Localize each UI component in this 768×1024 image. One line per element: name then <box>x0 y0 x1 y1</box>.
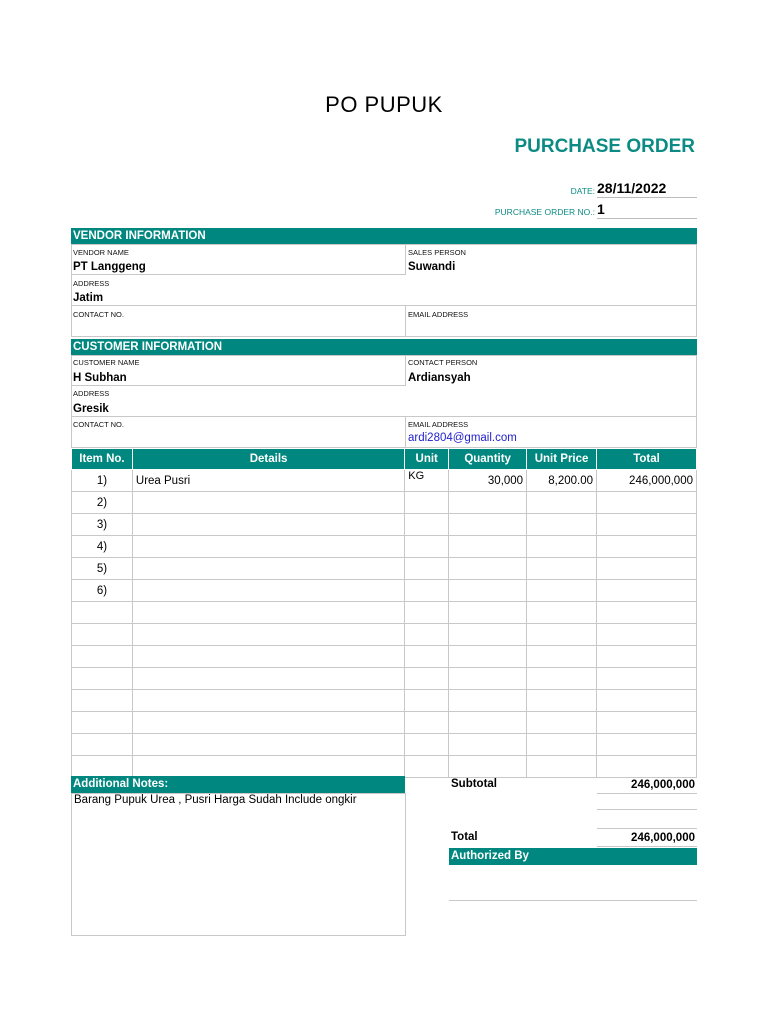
item-unit-price-cell <box>527 668 597 690</box>
item-total-cell <box>597 624 697 646</box>
item-quantity-cell <box>449 514 527 536</box>
item-number-cell <box>72 602 133 624</box>
po-number-label: PURCHASE ORDER NO.: <box>494 207 595 217</box>
item-number-cell: 4) <box>72 536 133 558</box>
date-value: 28/11/2022 <box>597 180 697 198</box>
customer-name-label: CUSTOMER NAME <box>73 358 140 367</box>
item-unit-cell <box>405 756 449 778</box>
sales-person-label: SALES PERSON <box>408 248 466 257</box>
item-total-cell <box>597 514 697 536</box>
vendor-section-header: VENDOR INFORMATION <box>71 228 697 244</box>
vendor-contact-label: CONTACT NO. <box>73 310 124 319</box>
item-quantity-cell <box>449 668 527 690</box>
item-details-cell <box>132 756 404 778</box>
item-number-cell: 2) <box>72 492 133 514</box>
item-details-cell <box>132 492 404 514</box>
item-total-cell <box>597 492 697 514</box>
item-number-cell <box>72 624 133 646</box>
table-row <box>72 602 697 624</box>
item-number-cell: 1) <box>72 470 133 492</box>
customer-section-header: CUSTOMER INFORMATION <box>71 339 697 355</box>
header-quantity: Quantity <box>449 449 527 470</box>
item-unit-price-cell <box>527 712 597 734</box>
item-details-cell <box>132 602 404 624</box>
item-quantity-cell <box>449 756 527 778</box>
item-number-cell <box>72 712 133 734</box>
notes-box <box>71 793 406 936</box>
item-unit-cell <box>405 668 449 690</box>
vendor-address-value: Jatim <box>73 292 104 304</box>
customer-address-label: ADDRESS <box>73 389 110 398</box>
item-quantity-cell <box>449 580 527 602</box>
contact-person-label: CONTACT PERSON <box>408 358 478 367</box>
items-table <box>71 448 697 778</box>
item-details-cell <box>132 734 404 756</box>
subtotal-label: Subtotal <box>451 778 497 790</box>
item-quantity-cell <box>449 624 527 646</box>
header-unit: Unit <box>405 449 449 470</box>
item-unit-price-cell <box>527 558 597 580</box>
notes-text: Barang Pupuk Urea , Pusri Harga Sudah Include ongkir <box>74 794 357 806</box>
item-details-cell <box>132 646 404 668</box>
item-number-cell: 6) <box>72 580 133 602</box>
item-quantity-cell: 30,000 <box>449 470 527 492</box>
sales-person-value: Suwandi <box>408 261 456 273</box>
item-details-cell <box>132 514 404 536</box>
vendor-email-label: EMAIL ADDRESS <box>408 310 469 319</box>
table-row <box>72 536 697 558</box>
table-row <box>72 470 697 492</box>
document-title: PO PUPUK <box>325 92 443 117</box>
date-label: DATE: <box>570 186 595 196</box>
item-total-cell: 246,000,000 <box>597 470 697 492</box>
item-unit-cell <box>405 580 449 602</box>
summary-line <box>597 809 697 810</box>
summary-line <box>597 828 697 829</box>
table-row <box>72 492 697 514</box>
item-total-cell <box>597 602 697 624</box>
table-row <box>72 646 697 668</box>
header-item-no: Item No. <box>72 449 133 470</box>
item-quantity-cell <box>449 492 527 514</box>
item-quantity-cell <box>449 558 527 580</box>
item-quantity-cell <box>449 712 527 734</box>
item-unit-cell <box>405 690 449 712</box>
item-total-cell <box>597 690 697 712</box>
item-unit-price-cell <box>527 756 597 778</box>
item-quantity-cell <box>449 690 527 712</box>
item-total-cell <box>597 734 697 756</box>
table-row <box>72 668 697 690</box>
table-row <box>72 756 697 778</box>
subtotal-underline <box>597 793 697 794</box>
item-quantity-cell <box>449 602 527 624</box>
item-unit-price-cell <box>527 536 597 558</box>
item-unit-cell <box>405 514 449 536</box>
total-value: 246,000,000 <box>631 832 695 844</box>
item-total-cell <box>597 580 697 602</box>
item-details-cell <box>132 690 404 712</box>
item-details-cell: Urea Pusri <box>132 470 404 492</box>
item-unit-cell <box>405 536 449 558</box>
item-total-cell <box>597 668 697 690</box>
item-unit-price-cell <box>527 602 597 624</box>
table-row <box>72 558 697 580</box>
item-unit-cell <box>405 646 449 668</box>
table-row <box>72 624 697 646</box>
item-unit-price-cell: 8,200.00 <box>527 470 597 492</box>
customer-address-cell <box>71 386 697 417</box>
item-unit-price-cell <box>527 492 597 514</box>
item-unit-price-cell <box>527 690 597 712</box>
item-details-cell <box>132 668 404 690</box>
notes-header: Additional Notes: <box>71 776 405 793</box>
table-row <box>72 734 697 756</box>
vendor-address-cell <box>71 275 697 306</box>
item-quantity-cell <box>449 734 527 756</box>
item-unit-cell <box>405 624 449 646</box>
item-total-cell <box>597 536 697 558</box>
item-number-cell <box>72 646 133 668</box>
header-details: Details <box>132 449 404 470</box>
item-number-cell: 3) <box>72 514 133 536</box>
item-details-cell <box>132 580 404 602</box>
table-row <box>72 712 697 734</box>
item-details-cell <box>132 712 404 734</box>
po-number-value: 1 <box>597 201 697 219</box>
item-total-cell <box>597 646 697 668</box>
customer-contact-label: CONTACT NO. <box>73 420 124 429</box>
item-details-cell <box>132 624 404 646</box>
total-label: Total <box>451 831 478 843</box>
item-details-cell <box>132 536 404 558</box>
purchase-order-heading: PURCHASE ORDER <box>514 136 695 157</box>
customer-name-value: H Subhan <box>73 372 127 384</box>
item-unit-cell <box>405 734 449 756</box>
item-number-cell: 5) <box>72 558 133 580</box>
vendor-name-label: VENDOR NAME <box>73 248 129 257</box>
item-number-cell <box>72 690 133 712</box>
item-unit-cell <box>405 712 449 734</box>
item-unit-cell <box>405 558 449 580</box>
table-row <box>72 580 697 602</box>
vendor-name-value: PT Langgeng <box>73 261 146 273</box>
subtotal-value: 246,000,000 <box>631 779 695 791</box>
item-total-cell <box>597 558 697 580</box>
customer-email-label: EMAIL ADDRESS <box>408 420 469 429</box>
customer-email-link[interactable]: ardi2804@gmail.com <box>408 432 517 444</box>
signature-line[interactable] <box>449 900 697 901</box>
authorized-by-header: Authorized By <box>449 848 697 865</box>
item-unit-cell: KG <box>405 470 449 492</box>
item-total-cell <box>597 756 697 778</box>
customer-address-value: Gresik <box>73 403 109 415</box>
item-quantity-cell <box>449 646 527 668</box>
table-row <box>72 690 697 712</box>
item-unit-price-cell <box>527 734 597 756</box>
item-details-cell <box>132 558 404 580</box>
contact-person-value: Ardiansyah <box>408 372 471 384</box>
item-number-cell <box>72 668 133 690</box>
header-total: Total <box>597 449 697 470</box>
items-table-header <box>72 449 697 470</box>
item-quantity-cell <box>449 536 527 558</box>
table-row <box>72 514 697 536</box>
item-unit-price-cell <box>527 580 597 602</box>
item-unit-cell <box>405 602 449 624</box>
item-unit-price-cell <box>527 514 597 536</box>
item-total-cell <box>597 712 697 734</box>
item-number-cell <box>72 756 133 778</box>
header-unit-price: Unit Price <box>527 449 597 470</box>
vendor-address-label: ADDRESS <box>73 279 110 288</box>
total-underline <box>597 846 697 847</box>
item-number-cell <box>72 734 133 756</box>
item-unit-cell <box>405 492 449 514</box>
item-unit-price-cell <box>527 624 597 646</box>
item-unit-price-cell <box>527 646 597 668</box>
